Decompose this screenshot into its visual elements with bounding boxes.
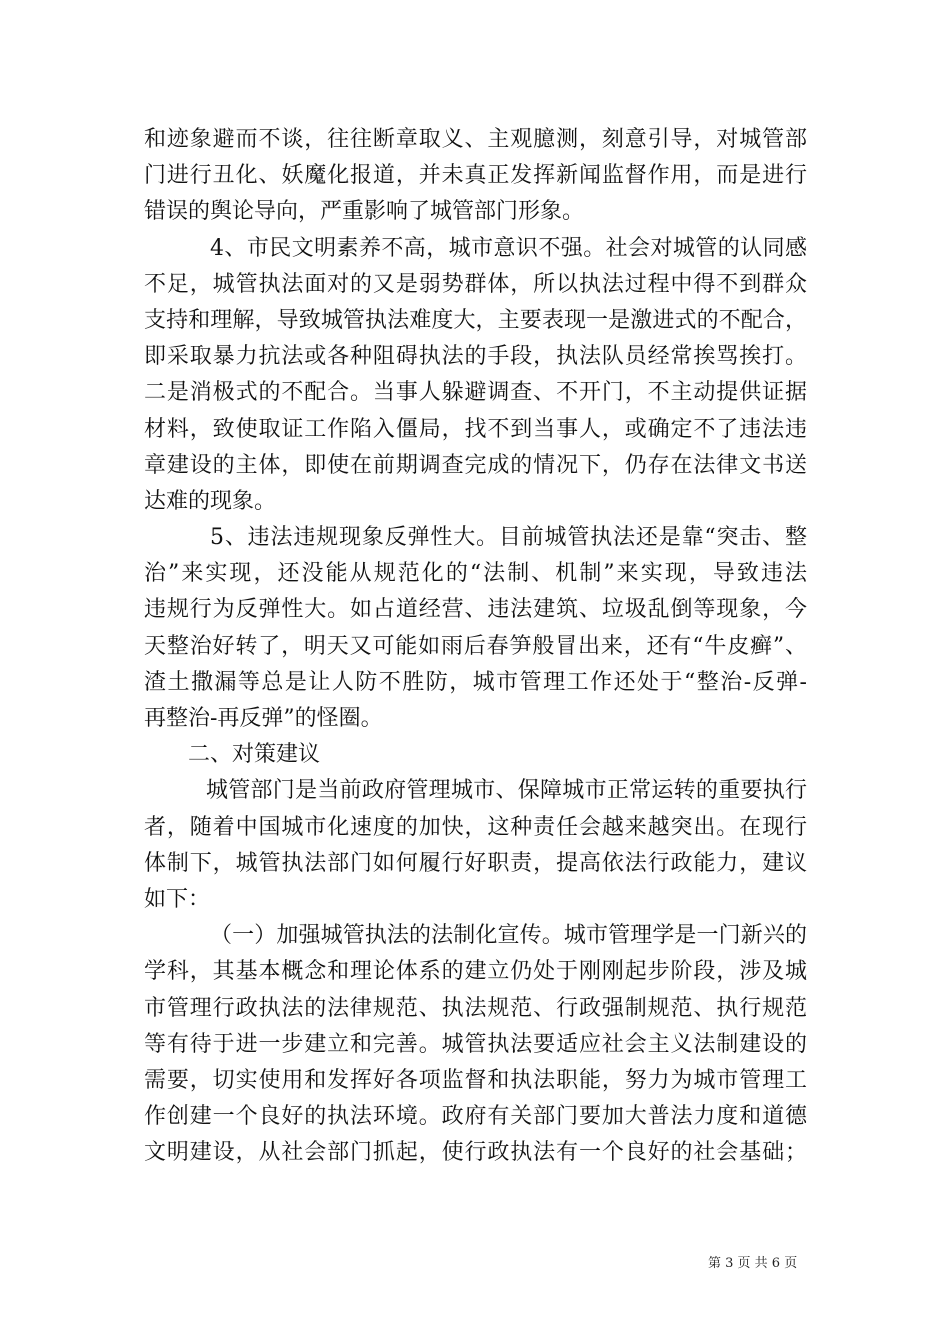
- paragraph-line: 再整治-再反弹”的怪圈。: [144, 706, 383, 731]
- paragraph-line: 即采取暴力抗法或各种阻碍执法的手段，执法队员经常挨骂挨打。: [144, 344, 807, 370]
- paragraph-line: 需要，切实使用和发挥好各项监督和执法职能，努力为城市管理工: [144, 1067, 807, 1093]
- paragraph-line: 不足，城管执法面对的又是弱势群体，所以执法过程中得不到群众: [144, 271, 807, 297]
- paragraph-line: 天整治好转了，明天又可能如雨后春笋般冒出来，还有“牛皮癣”、: [144, 633, 807, 659]
- paragraph-line: 作创建一个良好的执法环境。政府有关部门要加大普法力度和道德: [144, 1104, 807, 1130]
- paragraph-line: 学科，其基本概念和理论体系的建立仍处于刚刚起步阶段，涉及城: [144, 959, 807, 985]
- paragraph-line: 市管理行政执法的法律规范、执法规范、行政强制规范、执行规范: [144, 995, 807, 1021]
- paragraph-line: 5、违法违规现象反弹性大。目前城管执法还是靠“突击、整: [210, 525, 807, 551]
- paragraph-line: 等有待于进一步建立和完善。城管执法要适应社会主义法制建设的: [144, 1031, 807, 1057]
- paragraph-line: 文明建设，从社会部门抓起，使行政执法有一个良好的社会基础；: [144, 1140, 807, 1166]
- paragraph-line: 二是消极式的不配合。当事人躲避调查、不开门，不主动提供证据: [144, 380, 807, 406]
- paragraph-line: 违规行为反弹性大。如占道经营、违法建筑、垃圾乱倒等现象，今: [144, 597, 807, 623]
- paragraph-line: 者，随着中国城市化速度的加快，这种责任会越来越突出。在现行: [144, 814, 807, 840]
- paragraph-line: （一）加强城管执法的法制化宣传。城市管理学是一门新兴的: [210, 923, 807, 949]
- paragraph-line: 门进行丑化、妖魔化报道，并未真正发挥新闻监督作用，而是进行: [144, 163, 807, 189]
- paragraph-line: 治”来实现，还没能从规范化的“法制、机制”来实现，导致违法: [144, 561, 807, 587]
- paragraph-line: 达难的现象。: [144, 488, 277, 514]
- paragraph-line: 城管部门是当前政府管理城市、保障城市正常运转的重要执行: [206, 778, 807, 804]
- paragraph-line: 渣土撒漏等总是让人防不胜防，城市管理工作还处于“整治-反弹-: [144, 669, 807, 695]
- paragraph-line: 章建设的主体，即使在前期调查完成的情况下，仍存在法律文书送: [144, 452, 807, 478]
- paragraph-line: 支持和理解，导致城管执法难度大，主要表现一是激进式的不配合，: [144, 307, 807, 333]
- paragraph-line: 和迹象避而不谈，往往断章取义、主观臆测，刻意引导，对城管部: [144, 127, 807, 152]
- page-number: 第 3 页 共 6 页: [708, 1256, 798, 1271]
- paragraph-line: 如下：: [144, 886, 211, 912]
- section-heading: 二、对策建议: [188, 742, 321, 768]
- paragraph-line: 错误的舆论导向，严重影响了城管部门形象。: [144, 199, 585, 225]
- paragraph-line: 4、市民文明素养不高，城市意识不强。社会对城管的认同感: [210, 235, 807, 261]
- paragraph-line: 体制下，城管执法部门如何履行好职责，提高依法行政能力，建议: [144, 850, 807, 876]
- document-body: [144, 122, 807, 1171]
- paragraph-line: 材料，致使取证工作陷入僵局，找不到当事人，或确定不了违法违: [144, 416, 807, 442]
